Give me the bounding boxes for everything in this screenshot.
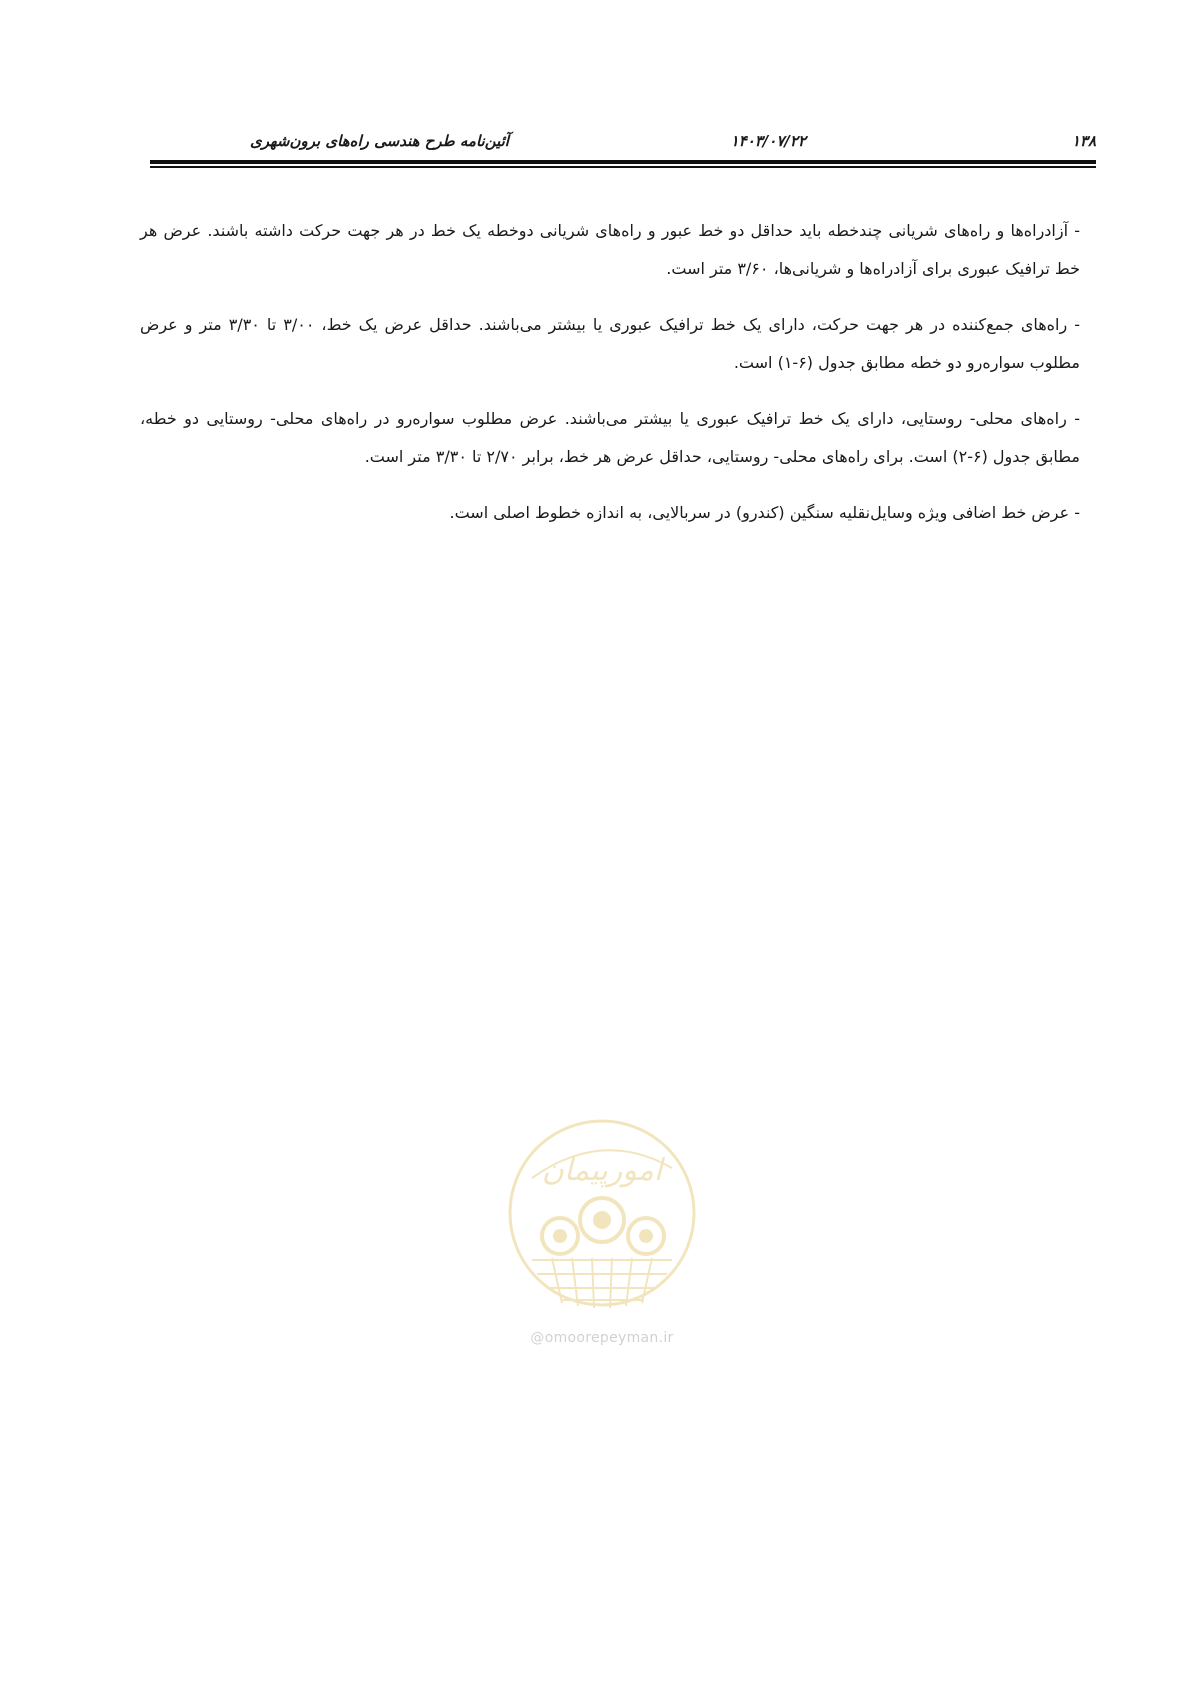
header-title: آئین‌نامه طرح هندسی راه‌های برون‌شهری: [250, 132, 509, 150]
watermark-logo-text: امورپیمان: [541, 1153, 663, 1188]
header-date: ۱۴۰۳/۰۷/۲۲: [730, 132, 806, 150]
watermark-logo-icon: [502, 1108, 702, 1318]
header-rule-thin: [150, 166, 1096, 168]
paragraph-truck-lane: - عرض خط اضافی ویژه وسایل‌نقلیه سنگین (کندرو) در سربالایی، به اندازه خطوط اصلی است.: [449, 503, 1080, 522]
body-text: [140, 212, 1080, 550]
page-number: ۱۳۸: [1071, 132, 1096, 150]
page-header: [150, 128, 1096, 158]
paragraph-freeways: - آزادراه‌ها و راه‌های شریانی چندخطه باید حداقل دو خط عبور و راه‌های شریانی دوخطه یک خط در هر جهت حرکت داشته باشند. عرض هر خط ترافیک عبوری برای آزادراه‌ها و شریانی‌ها، ۳/۶۰ متر است.: [140, 221, 1080, 278]
watermark: [502, 1108, 702, 1348]
header-rule-thick: [150, 160, 1096, 164]
paragraph-local-rural: - راه‌های محلی- روستایی، دارای یک خط ترافیک عبوری یا بیشتر می‌باشند. عرض مطلوب سواره‌رو در راه‌های محلی- روستایی دو خطه، مطابق جدول (۶-۲) است. برای راه‌های محلی- روستایی، حداقل عرض هر خط، برابر ۲/۷۰ تا ۳/۳۰ متر است.: [140, 409, 1080, 466]
paragraph-collectors: - راه‌های جمع‌کننده در هر جهت حرکت، دارای یک خط ترافیک عبوری یا بیشتر می‌باشند. حداقل عرض یک خط، ۳/۰۰ تا ۳/۳۰ متر و عرض مطلوب سواره‌رو دو خطه مطابق جدول (۶-۱) است.: [140, 315, 1081, 372]
watermark-site-text: @omoorepeyman.ir: [530, 1330, 674, 1346]
